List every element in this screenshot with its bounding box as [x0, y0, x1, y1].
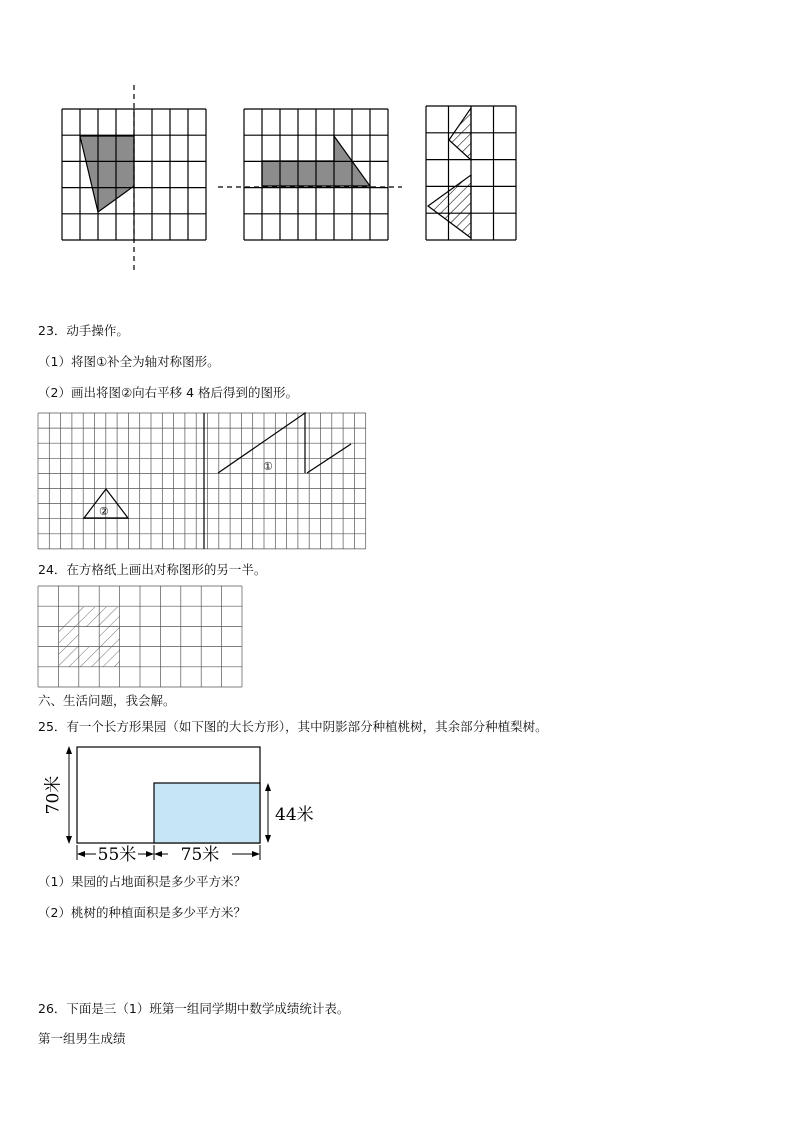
shaded-shape-1: [80, 136, 134, 212]
half-symmetry-grid: [38, 586, 242, 687]
q26-subtitle: 第一组男生成绩: [38, 1031, 126, 1046]
orchard-diagram: [44, 746, 314, 865]
translation-grid: [38, 413, 366, 549]
q24-title: 24．在方格纸上画出对称图形的另一半。: [38, 562, 267, 577]
grid-figure-1: [62, 85, 206, 270]
grid-figure-3: [426, 106, 516, 240]
q23-part1: （1）将图①补全为轴对称图形。: [38, 354, 220, 369]
dim-70-label: 70米: [43, 775, 64, 815]
q25-title: 25．有一个长方形果园（如下图的大长方形），其中阴影部分种植桃树，其余部分种植梨树。: [38, 719, 548, 734]
hatched-triangle-lower: [428, 175, 471, 238]
dim-75-label: 75米: [180, 845, 220, 865]
peach-area-rectangle: [154, 783, 260, 843]
dim-55-label: 55米: [97, 845, 137, 865]
grid-figure-2: [218, 109, 402, 240]
figure-2-label: ②: [99, 505, 109, 518]
q26-title: 26．下面是三（1）班第一组同学期中数学成绩统计表。: [38, 1001, 350, 1016]
q23-title: 23．动手操作。: [38, 323, 129, 338]
q23-part2: （2）画出将图②向右平移 4 格后得到的图形。: [38, 385, 299, 400]
section6-title: 六、生活问题，我会解。: [38, 693, 176, 708]
q25-part2: （2）桃树的种植面积是多少平方米？: [38, 905, 246, 920]
figure-1-label: ①: [263, 460, 273, 473]
hatched-triangle-upper: [449, 108, 471, 160]
q25-part1: （1）果园的占地面积是多少平方米？: [38, 874, 246, 889]
dim-44-label: 44米: [275, 805, 314, 825]
